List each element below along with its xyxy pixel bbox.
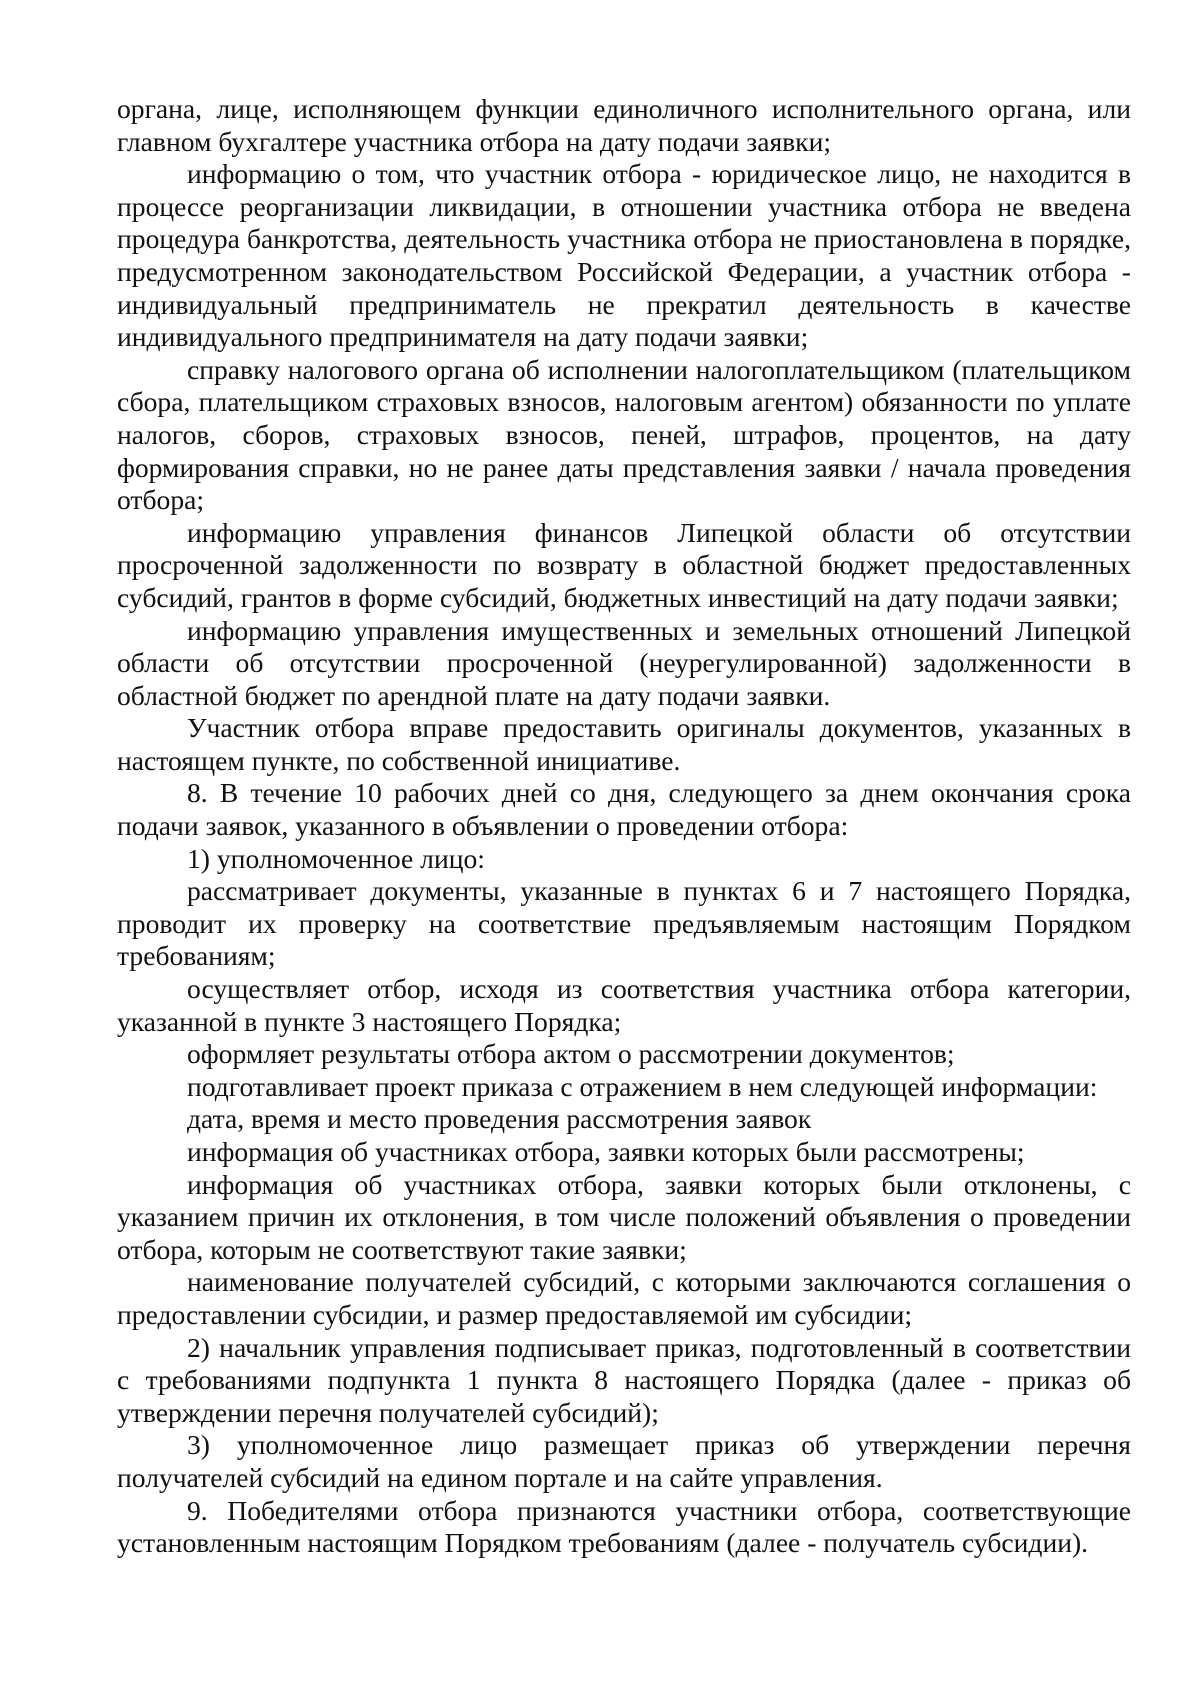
paragraph-item-9: 9. Победителями отбора признаются участники отбора, соответствующие установленным настоящим Порядком требованиям (далее - получатель субсидии). (117, 1494, 1131, 1559)
paragraph-recipients-names: наименование получателей субсидий, с которыми заключаются соглашения о предоставлении субсидии, и размер предоставляемой им субсидии; (117, 1266, 1131, 1330)
paragraph-property-department-info: информацию управления имущественных и земельных отношений Липецкой области об отсутствии просроченной (неурегулированной) задолженности в областной бюджет по арендной плате на дату подачи заявки. (117, 614, 1131, 711)
paragraph-finance-department-info: информацию управления финансов Липецкой области об отсутствии просроченной задолженности по возврату в областной бюджет предоставленных субсидий, грантов в форме субсидий, бюджетных инвестиций на дату подачи заявки; (117, 516, 1131, 613)
paragraph-date-time-place: дата, время и место проведения рассмотрения заявок (187, 1103, 812, 1135)
paragraph-reviewed-applicants: информация об участниках отбора, заявки которых были рассмотрены; (187, 1136, 1025, 1167)
paragraph-applicant-officials-info: органа, лице, исполняющем функции единоличного исполнительного органа, или главном бухгалтере участника отбора на дату подачи заявки; (117, 93, 1131, 157)
paragraph-reviews-documents: рассматривает документы, указанные в пунктах 6 и 7 настоящего Порядка, проводит их проверку на соответствие предъявляемым настоящим Порядком требованиям; (117, 875, 1131, 972)
paragraph-item-8: 8. В течение 10 рабочих дней со дня, следующего за днем окончания срока подачи заявок, указанного в объявлении о проведении отбора: (117, 777, 1131, 842)
paragraph-subitem-1: 1) уполномоченное лицо: (187, 842, 485, 874)
paragraph-subitem-2: 2) начальник управления подписывает приказ, подготовленный в соответствии с требованиями подпункта 1 пункта 8 настоящего Порядка (далее - приказ об утверждении перечня получателей субсидий); (117, 1331, 1131, 1428)
paragraph-prepares-order: подготавливает проект приказа с отражением в нем следующей информации: (187, 1070, 1098, 1102)
paragraph-no-reorganization-info: информацию о том, что участник отбора - юридическое лицо, не находится в процессе реорганизации ликвидации, в отношении участника отбора не введена процедура банкротства, деятельность участника отбора не приостановлена в порядке, предусмотренном законодательством Российской Федерации, а участник отбора - индивидуальный предприниматель не прекратил деятельность в качестве индивидуального предпринимателя на дату подачи заявки; (117, 158, 1131, 353)
paragraph-originals-right: Участник отбора вправе предоставить оригиналы документов, указанных в настоящем пункте, по собственной инициативе. (117, 712, 1131, 776)
paragraph-performs-selection: осуществляет отбор, исходя из соответствия участника отбора категории, указанной в пункте 3 настоящего Порядка; (117, 973, 1131, 1037)
paragraph-rejected-applicants: информация об участниках отбора, заявки которых были отклонены, с указанием причин их отклонения, в том числе положений объявления о проведении отбора, которым не соответствуют такие заявки; (117, 1168, 1131, 1265)
paragraph-formalizes-results: оформляет результаты отбора актом о рассмотрении документов; (187, 1038, 955, 1070)
document-page (117, 93, 1131, 1560)
paragraph-subitem-3: 3) уполномоченное лицо размещает приказ об утверждении перечня получателей субсидий на едином портале и на сайте управления. (117, 1429, 1131, 1493)
paragraph-tax-certificate: справку налогового органа об исполнении налогоплательщиком (плательщиком сбора, плательщиком страховых взносов, налоговым агентом) обязанности по уплате налогов, сборов, страховых взносов, пеней, штрафов, процентов, на дату формирования справки, но не ранее даты представления заявки / начала проведения отбора; (117, 353, 1131, 516)
